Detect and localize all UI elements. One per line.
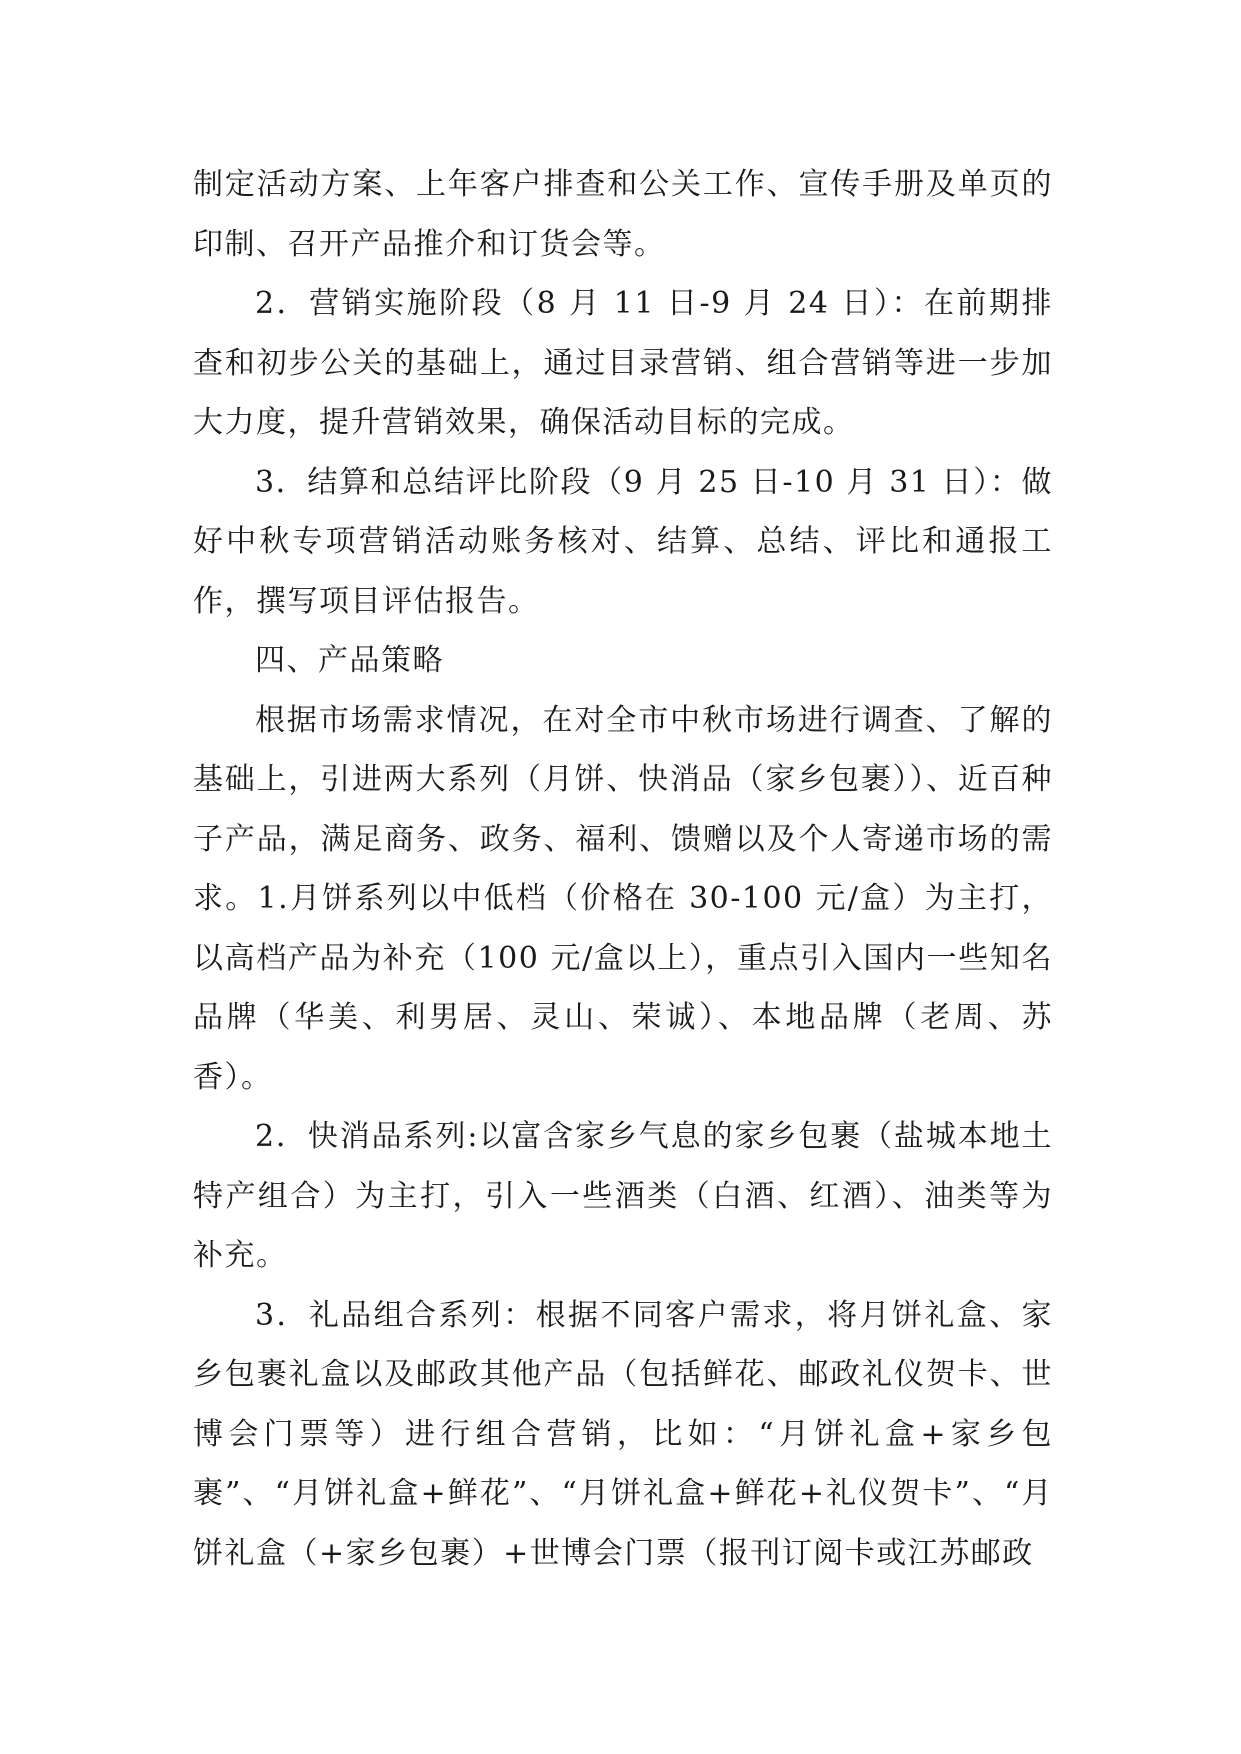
paragraph-4: 根据市场需求情况，在对全市中秋市场进行调查、了解的基础上，引进两大系列（月饼、快消品（家乡包裹））、近百种子产品，满足商务、政务、福利、馈赠以及个人寄递市场的需求。1.月饼系列以中低档（价格在 30-100 元/盒）为主打，以高档产品为补充（100 元/盒以上），重点引入国内一些知名品牌（华美、利男居、灵山、荣诚）、本地品牌（老周、苏香）。	[193, 702, 1053, 1095]
paragraph-5: 2．快消品系列:以富含家乡气息的家乡包裹（盐城本地土特产组合）为主打，引入一些酒类（白酒、红酒）、油类等为补充。	[193, 1119, 1053, 1273]
section-heading-product-strategy: 四、产品策略	[255, 643, 444, 678]
document-body	[193, 155, 1053, 1583]
paragraph-2: 2．营销实施阶段（8 月 11 日-9 月 24 日）：在前期排查和初步公关的基础上，通过目录营销、组合营销等进一步加大力度，提升营销效果，确保活动目标的完成。	[193, 286, 1053, 440]
paragraph-3: 3．结算和总结评比阶段（9 月 25 日-10 月 31 日）：做好中秋专项营销活动账务核对、结算、总结、评比和通报工作，撰写项目评估报告。	[193, 464, 1053, 619]
paragraph-1: 制定活动方案、上年客户排查和公关工作、宣传手册及单页的印制、召开产品推介和订货会等。	[193, 167, 1053, 262]
paragraph-6: 3．礼品组合系列：根据不同客户需求，将月饼礼盒、家乡包裹礼盒以及邮政其他产品（包括鲜花、邮政礼仪贺卡、世博会门票等）进行组合营销，比如：“月饼礼盒+家乡包裹”、“月饼礼盒+鲜花”、“月饼礼盒+鲜花+礼仪贺卡”、“月饼礼盒（+家乡包裹）+世博会门票（报刊订阅卡或江苏邮政	[193, 1297, 1053, 1571]
